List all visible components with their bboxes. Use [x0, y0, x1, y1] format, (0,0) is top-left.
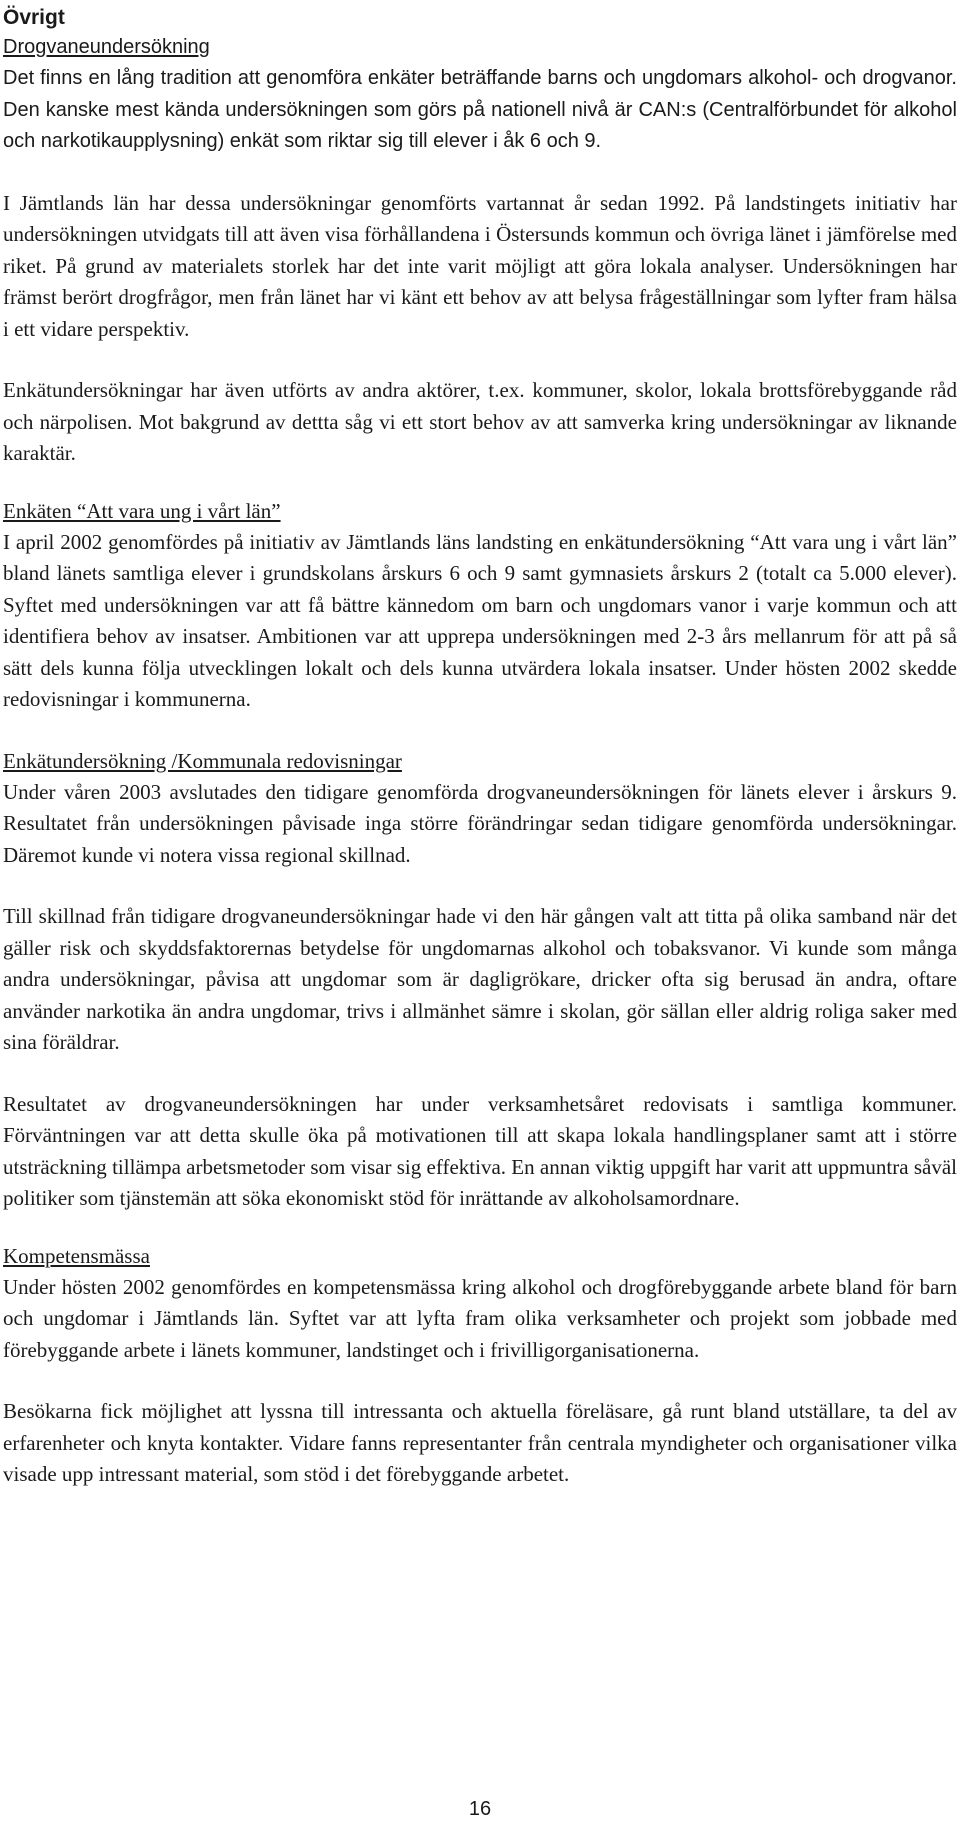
section-title-kompetensmassa: Kompetensmässa — [3, 1243, 150, 1268]
page-number: 16 — [468, 1798, 492, 1820]
page-content — [3, 4, 957, 1491]
section-title-drogvaneundersokning: Drogvaneundersökning — [3, 36, 210, 58]
paragraph: Under våren 2003 avslutades den tidigare genomförda drogvaneundersökningen för länets elever i årskurs 9. Resultatet från undersökningen påvisade inga större förändringar sedan tidigare genomförda undersökningar. Däremot kunde vi notera vissa regional skillnad. — [3, 779, 957, 867]
section-title-kommunala-redovisningar: Enkätundersökning /Kommunala redovisningar — [3, 748, 402, 773]
paragraph: Enkätundersökningar har även utförts av andra aktörer, t.ex. kommuner, skolor, lokala brottsförebyggande råd och närpolisen. Mot bakgrund av dettta såg vi ett stort behov av att samverka kring undersökningar av liknande karaktär. — [3, 378, 957, 465]
paragraph: Under hösten 2002 genomfördes en kompetensmässa kring alkohol och drogförebyggande arbete bland för barn och ungdomar i Jämtlands län. Syftet var att lyfta fram olika verksamheter och projekt som jobbade med förebyggande arbete i länets kommuner, landstinget och i frivilligorganisationerna. — [3, 1274, 957, 1362]
paragraph: I april 2002 genomfördes på initiativ av Jämtlands läns landsting en enkätundersökning “Att vara ung i vårt län” bland länets samtliga elever i grundskolans årskurs 6 och 9 samt gymnasiets årskurs 2 (totalt ca 5.000 elever). Syftet med undersökningen var att få bättre kännedom om barn och ungdomars vanor i varje kommun och att identifiera behov av insatser. Ambitionen var att upprepa undersökningen med 2-3 års mellanrum för att på så sätt dels kunna följa utvecklingen lokalt och dels kunna utvärdera lokala insatser. Under hösten 2002 skedde redovisningar i kommunerna. — [3, 529, 957, 711]
paragraph: Det finns en lång tradition att genomföra enkäter beträffande barns och ungdomars alkohol- och drogvanor. Den kanske mest kända undersökningen som görs på nationell nivå är CAN:s (Centralförbundet för alkohol och narkotikaupplysning) enkät som riktar sig till elever i åk 6 och 9. — [3, 67, 957, 152]
section-title-enkaten: Enkäten “Att vara ung i vårt län” — [3, 498, 281, 523]
paragraph: Resultatet av drogvaneundersökningen har under verksamhetsåret redovisats i samtliga kommuner. Förväntningen var att detta skulle öka på motivationen till att skapa lokala handlingsplaner samt att i större utsträckning tillämpa arbetsmetoder som visar sig effektiva. En annan viktig uppgift har varit att uppmuntra såväl politiker som tjänstemän att söka ekonomiskt stöd för inrättande av alkoholsamordnare. — [3, 1091, 957, 1210]
paragraph: Besökarna fick möjlighet att lyssna till intressanta och aktuella föreläsare, gå runt bland utställare, ta del av erfarenheter och knyta kontakter. Vidare fanns representanter från centrala myndigheter och organisationer vilka visade upp intressant material, som stöd i det förebyggande arbetet. — [3, 1399, 957, 1486]
page-heading: Övrigt — [3, 6, 65, 29]
paragraph: I Jämtlands län har dessa undersökningar genomförts vartannat år sedan 1992. På landstingets initiativ har undersökningen utvidgats till att även visa förhållandena i Östersunds kommun och övriga länet i jämförelse med riket. På grund av materialets storlek har det inte varit möjligt att göra lokala analyser. Undersökningen har främst berört drogfrågor, men från länet har vi känt ett behov av att belysa frågeställningar som lyfter fram hälsa i ett vidare perspektiv. — [3, 190, 957, 341]
paragraph: Till skillnad från tidigare drogvaneundersökningar hade vi den här gången valt att titta på olika samband när det gäller risk och skyddsfaktorernas betydelse för ungdomarnas alkohol och tobaksvanor. Vi kunde som många andra undersökningar, påvisa att ungdomar som är dagligrökare, dricker ofta sig berusad än andra, oftare använder narkotika än andra ungdomar, trivs i allmänhet sämre i skolan, gör sällan eller aldrig roliga saker med sina föräldrar. — [3, 904, 957, 1054]
